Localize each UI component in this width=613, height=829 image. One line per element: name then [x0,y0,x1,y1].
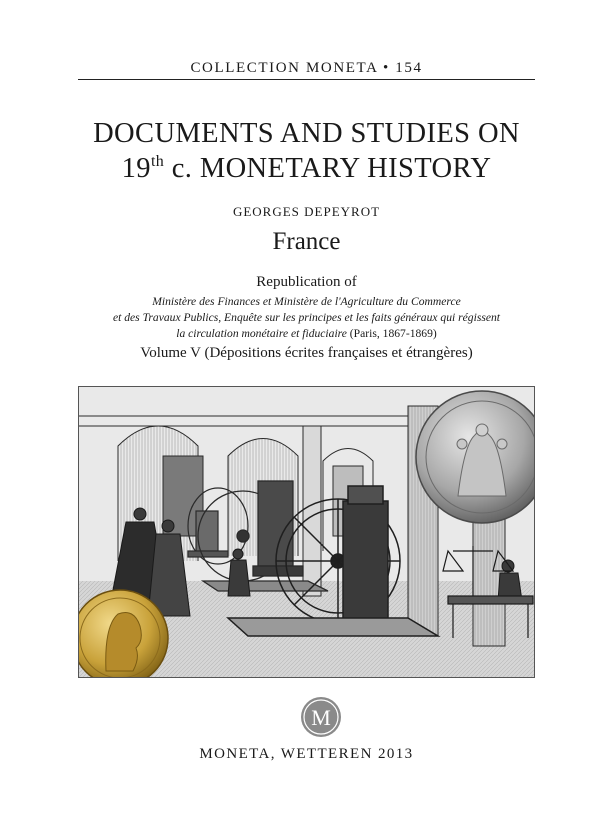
title-line-1: DOCUMENTS AND STUDIES ON [93,118,520,149]
source-line-2: et des Travaux Publics, Enquête sur les principes et les faits généraux qui régissent [112,311,501,324]
volume-line: Volume V (Dépositions écrites françaises et étrangères) [140,345,473,361]
republication-label: Republication of [256,274,357,290]
cover-illustration [78,386,535,678]
source-line-3 [60,326,553,342]
title-line-2-number: 19 [121,153,151,184]
title-line-2-rest: c. MONETARY HISTORY [164,153,492,184]
publisher-logo [300,696,342,738]
publisher-imprint: MONETA, WETTEREN 2013 [199,746,414,762]
author-name: GEORGES DEPEYROT [232,204,381,219]
title-line-2 [0,151,613,186]
title-superscript: th [150,153,165,170]
series-header: COLLECTION MONETA • 154 [190,60,423,76]
source-line-3-italic: la circulation monétaire et fiduciaire [176,327,347,340]
source-line-3-plain: (Paris, 1867-1869) [346,327,437,340]
logo-letter: M [311,705,331,730]
silver-coin [416,391,535,523]
book-title [0,116,613,186]
country-title: France [272,228,341,255]
source-line-1: Ministère des Finances et Ministère de l'Agriculture du Commerce [152,295,461,308]
source-citation [60,294,553,342]
header-rule [78,79,535,80]
